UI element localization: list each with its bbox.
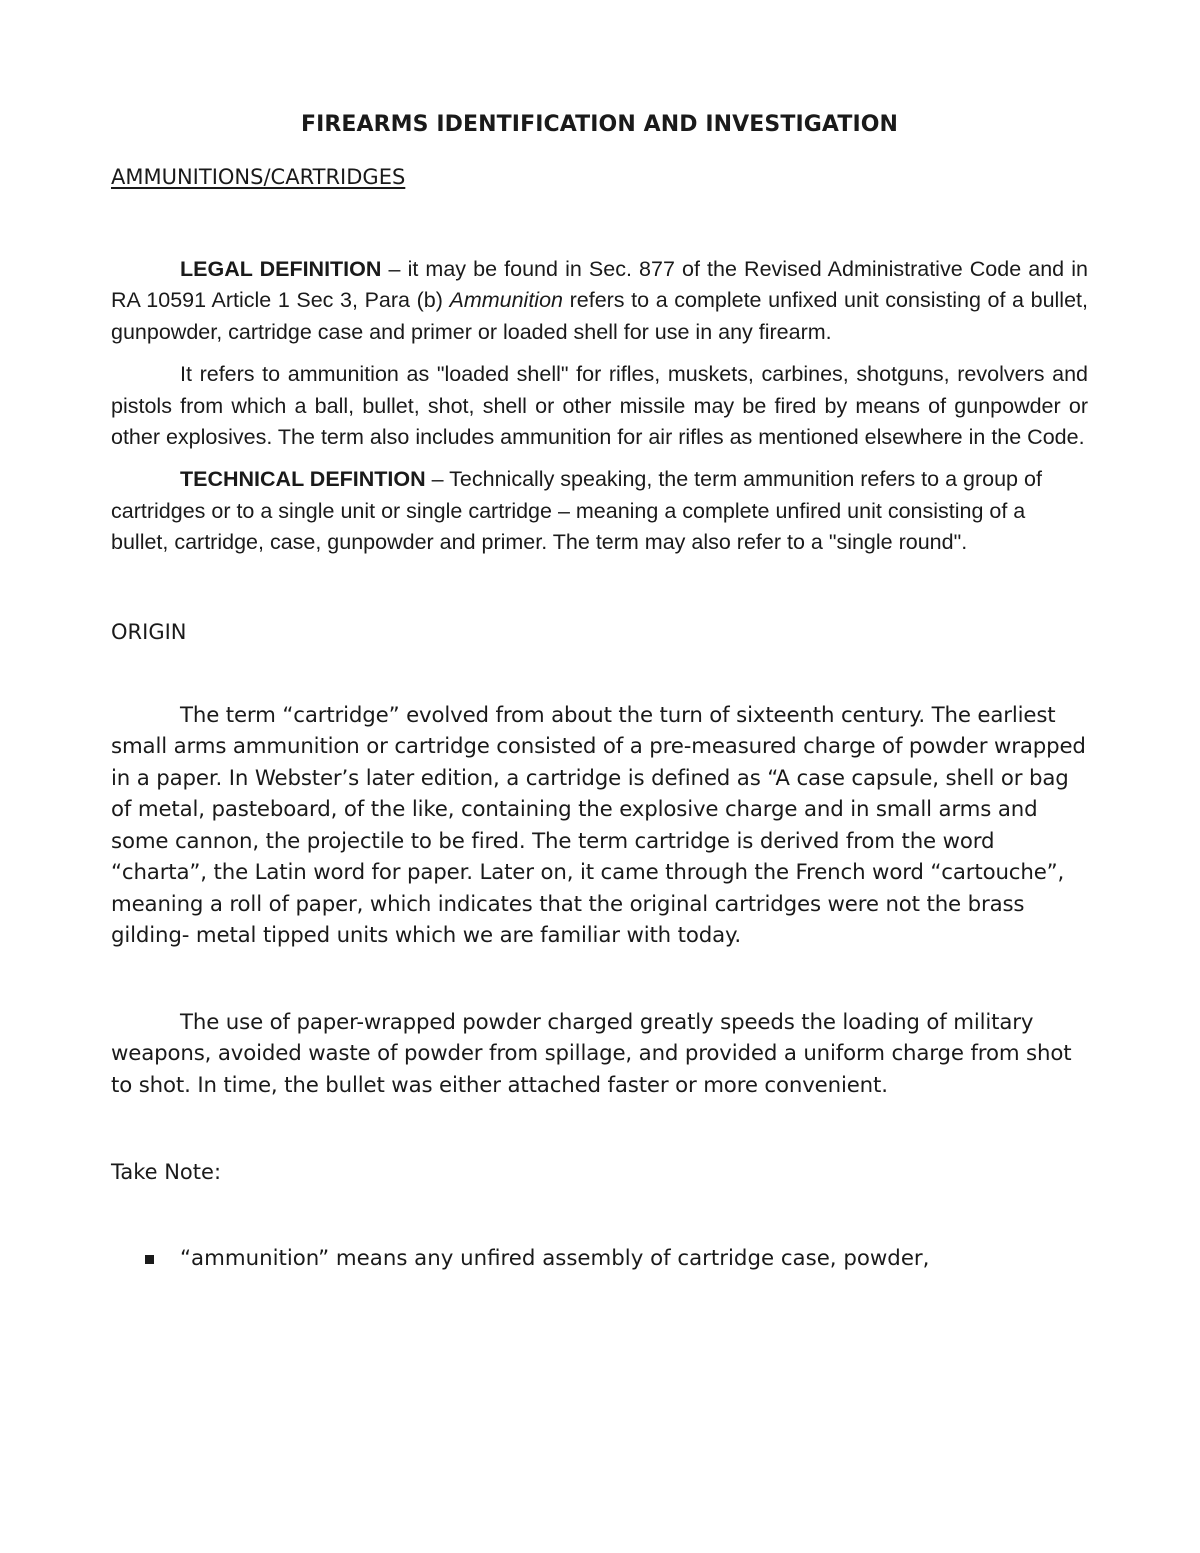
origin-paragraph-2: The use of paper-wrapped powder charged greatly speeds the loading of military weapons, avoided waste of powder from spillage, and provided a uniform charge from shot to shot. In time, the bullet was either attached faster or more convenient. xyxy=(111,1009,1072,1098)
square-bullet-icon xyxy=(145,1255,154,1264)
document-body xyxy=(111,108,1088,1275)
note-text: “ammunition” means any unfired assembly of cartridge case, powder, xyxy=(180,1246,930,1272)
take-note-label: Take Note: xyxy=(111,1160,222,1185)
ammunition-term: Ammunition xyxy=(449,288,563,313)
origin-paragraph-1: The term “cartridge” evolved from about the turn of sixteenth century. The earliest small arms ammunition or cartridge consisted of a pre-measured charge of powder wrapped in a paper. In Webster’s later edition, a cartridge is defined as “A case capsule, shell or bag of metal, pasteboard, of the like, containing the explosive charge and in small arms and some cannon, the projectile to be fired. The term cartridge is derived from the word “charta”, the Latin word for paper. Later on, it came through the French word “cartouche”, meaning a roll of paper, which indicates that the original cartridges were not the brass gilding- metal tipped units which we are familiar with today. xyxy=(111,702,1086,949)
technical-definition-paragraph xyxy=(111,464,1088,558)
list-item xyxy=(111,1243,1088,1275)
section-heading-ammunitions: AMMUNITIONS/CARTRIDGES xyxy=(111,165,406,189)
notes-list xyxy=(111,1243,1088,1275)
legal-definition-text: – it may be found in Sec. 877 of the Revised Administrative Code and in RA 10591 Article 1 Sec 3, Para (b) xyxy=(111,257,1088,313)
section-heading-origin: ORIGIN xyxy=(111,619,187,644)
document-title: FIREARMS IDENTIFICATION AND INVESTIGATION xyxy=(300,112,899,137)
technical-definition-text: – Technically speaking, the term ammunition refers to a group of cartridges or to a single unit or single cartridge – meaning a complete unfired unit consisting of a bullet, cartridge, case, gunpowder and primer. The term may also refer to a "single round". xyxy=(111,467,1042,555)
legal-definition-paragraph xyxy=(111,254,1088,348)
legal-definition-text-cont: refers to a complete unfixed unit consisting of a bullet, gunpowder, cartridge case and primer or loaded shell for use in any firearm. xyxy=(111,288,1088,344)
loaded-shell-paragraph: It refers to ammunition as "loaded shell" for rifles, muskets, carbines, shotguns, revolvers and pistols from which a ball, bullet, shot, shell or other missile may be fired by means of gunpowder or other explosives. The term also includes ammunition for air rifles as mentioned elsewhere in the Code. xyxy=(111,362,1088,450)
technical-definition-label: TECHNICAL DEFINTION xyxy=(180,467,426,492)
legal-definition-label: LEGAL DEFINITION xyxy=(180,257,382,281)
